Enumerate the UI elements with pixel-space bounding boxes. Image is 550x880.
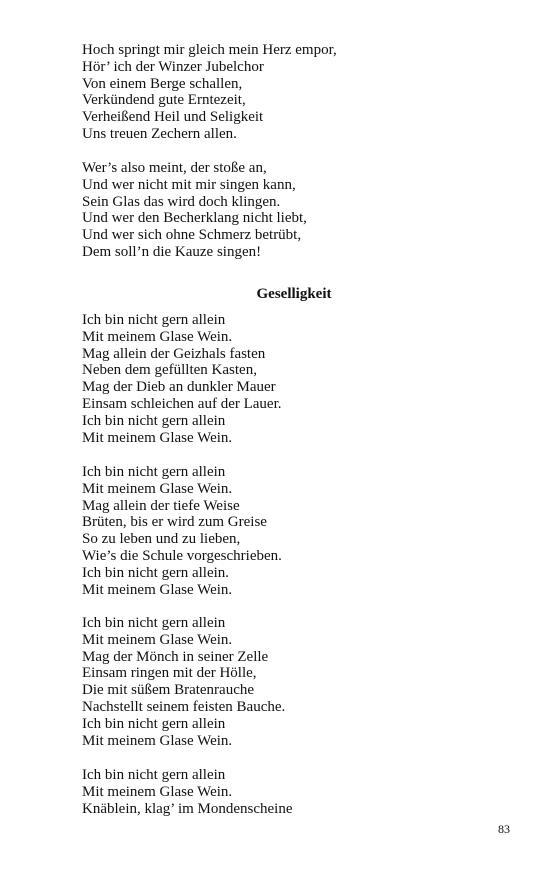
- verse-line: Ich bin nicht gern allein: [82, 412, 226, 429]
- verse-line: Mit meinem Glase Wein.: [82, 581, 233, 598]
- stanza: [82, 42, 482, 143]
- verse-line: Mag der Dieb an dunkler Mauer: [82, 379, 276, 396]
- verse-line: Mit meinem Glase Wein.: [82, 480, 233, 497]
- verse-line: Ich bin nicht gern allein: [82, 715, 226, 732]
- verse-line: Hör’ ich der Winzer Jubelchor: [82, 58, 264, 75]
- verse-line: Mag der Mönch in seiner Zelle: [82, 648, 269, 665]
- verse-line: Und wer sich ohne Schmerz betrübt,: [82, 227, 302, 244]
- verse-line: Hoch springt mir gleich mein Herz empor,: [82, 42, 337, 58]
- verse-line: Mit meinem Glase Wein.: [82, 732, 233, 749]
- poem-title: Geselligkeit: [256, 286, 332, 302]
- verse-line: Ich bin nicht gern allein: [82, 767, 226, 783]
- verse-line: Ich bin nicht gern allein.: [82, 564, 230, 581]
- verse-line: Ich bin nicht gern allein: [82, 312, 226, 328]
- verse-line: Wie’s die Schule vorgeschrieben.: [82, 547, 282, 564]
- stanza: [82, 767, 482, 817]
- verse-line: Wer’s also meint, der stoße an,: [82, 160, 267, 176]
- verse-line: Ich bin nicht gern allein: [82, 464, 226, 480]
- verse-line: Dem soll’n die Kauze singen!: [82, 243, 262, 260]
- stanza: [82, 615, 482, 749]
- verse-line: Brüten, bis er wird zum Greise: [82, 514, 267, 531]
- stanza: [82, 160, 482, 261]
- verse-line: Verkündend gute Erntezeit,: [82, 92, 246, 109]
- verse-line: Neben dem gefüllten Kasten,: [82, 362, 257, 379]
- stanza: [82, 464, 482, 598]
- page-number: 83: [498, 822, 510, 836]
- verse-line: Mit meinem Glase Wein.: [82, 328, 233, 345]
- verse-line: Und wer nicht mit mir singen kann,: [82, 176, 296, 193]
- verse-line: Sein Glas das wird doch klingen.: [82, 193, 281, 210]
- verse-line: Knäblein, klag’ im Mondenscheine: [82, 800, 293, 817]
- verse-line: Mag allein der tiefe Weise: [82, 497, 240, 514]
- verse-line: Die mit süßem Bratenrauche: [82, 682, 255, 699]
- verse-line: Mit meinem Glase Wein.: [82, 783, 233, 800]
- verse-line: Einsam ringen mit der Hölle,: [82, 665, 257, 682]
- verse-line: Nachstellt seinem feisten Bauche.: [82, 698, 286, 715]
- verse-line: Verheißend Heil und Seligkeit: [82, 109, 264, 126]
- verse-line: Mit meinem Glase Wein.: [82, 631, 233, 648]
- verse-line: Von einem Berge schallen,: [82, 75, 243, 92]
- verse-line: Uns treuen Zechern allen.: [82, 125, 237, 142]
- verse-line: Einsam schleichen auf der Lauer.: [82, 395, 282, 412]
- verse-line: So zu leben und zu lieben,: [82, 531, 241, 548]
- verse-line: Und wer den Becherklang nicht liebt,: [82, 210, 307, 227]
- verse-line: Mit meinem Glase Wein.: [82, 429, 233, 446]
- verse-line: Mag allein der Geizhals fasten: [82, 345, 266, 362]
- stanza: [82, 312, 482, 446]
- verse-line: Ich bin nicht gern allein: [82, 615, 226, 631]
